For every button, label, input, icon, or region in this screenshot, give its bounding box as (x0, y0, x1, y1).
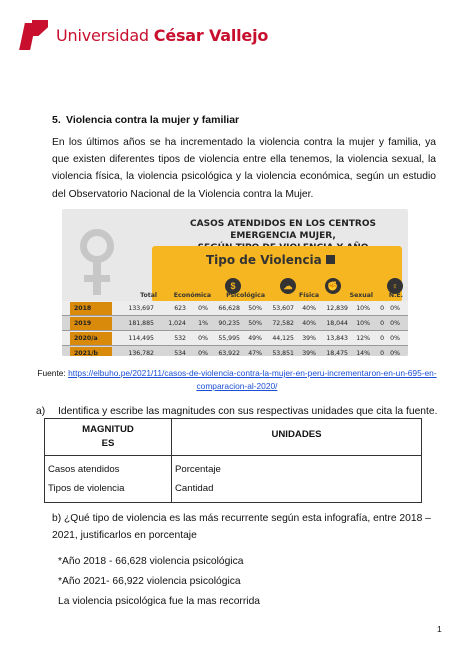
ucv-logo-mark (22, 20, 48, 50)
answer-line-2: *Año 2021- 66,922 violencia psicológica (58, 576, 241, 587)
university-name: Universidad César Vallejo (56, 25, 269, 45)
infographic-row: 2018 133,697 623 0% 66,628 50% 53,607 40% 12,839 10% 0 0% (62, 301, 408, 316)
fist-icon: ✊ (325, 278, 341, 294)
infographic-row: 2021/b 136,782 534 0% 63,922 47% 53,851 39% 18,475 14% 0 0% (62, 346, 408, 356)
source-line: Fuente: https://elbuho.pe/2021/11/casos-de-violencia-contra-la-mujer-en-peru-incrementaron-en-un-695-en- (37, 368, 437, 378)
units-header: UNIDADES (172, 419, 422, 456)
section-paragraph: En los últimos años se ha incrementado la violencia contra la mujer y familia, ya que existen diferentes tipos de violencia entre ella tenemos, la violencia sexual, la violencia física, la violencia psicológica y la violencia económica, según un estudio del Observatorio Nacional de la Violencia contra la Mujer. (52, 137, 436, 200)
infographic-header-row: Total Económica Psicológica Física Sexual N.E. (140, 292, 403, 299)
infographic-row: 2019 181,885 1,024 1% 90,235 50% 72,582 40% 18,044 10% 0 0% (62, 316, 408, 331)
hand-icon (326, 255, 335, 264)
question-a: a) Identifica y escribe las magnitudes con sus respectivas unidades que cita la fuente. (36, 406, 438, 417)
female-symbol-icon (80, 229, 114, 297)
source-link[interactable]: https://elbuho.pe/2021/11/casos-de-violencia-contra-la-mujer-en-peru-incrementaron-en-un-695-en- (68, 368, 437, 378)
source-link-continued[interactable]: comparacion-al-2020/ (196, 381, 278, 391)
brain-icon: ☁ (280, 278, 296, 294)
violence-type-label: Tipo de Violencia (206, 253, 335, 267)
section-number: 5. (52, 114, 61, 126)
person-icon: ♀ (387, 278, 403, 294)
magnitudes-header: MAGNITUD ES (45, 419, 172, 456)
page-number: 1 (437, 624, 442, 634)
section-title-text: Violencia contra la mujer y familiar (66, 114, 240, 126)
source-line-2 (0, 380, 474, 392)
magnitudes-cell: Casos atendidos Tipos de violencia (45, 456, 172, 503)
section-title (52, 114, 239, 126)
units-cell: Porcentaje Cantidad (172, 456, 422, 503)
university-logo (22, 20, 268, 50)
answer-line-3: La violencia psicológica fue la mas recorrida (58, 596, 261, 607)
answer-line-1: *Año 2018 - 66,628 violencia psicológica (58, 556, 244, 567)
money-icon: $ (225, 278, 241, 294)
violence-infographic (62, 209, 408, 356)
infographic-title: CASOS ATENDIDOS EN LOS CENTROS EMERGENCIA MUJER, (190, 219, 376, 241)
magnitudes-table (44, 418, 422, 503)
question-b: b) ¿Qué tipo de violencia es las más recurrente según esta infografía, entre 2018 – 2021, justificarlos en porcentaje (52, 513, 431, 541)
infographic-row: 2020/a 114,495 532 0% 55,995 49% 44,125 39% 13,843 12% 0 0% (62, 331, 408, 346)
infographic-table (62, 290, 408, 356)
